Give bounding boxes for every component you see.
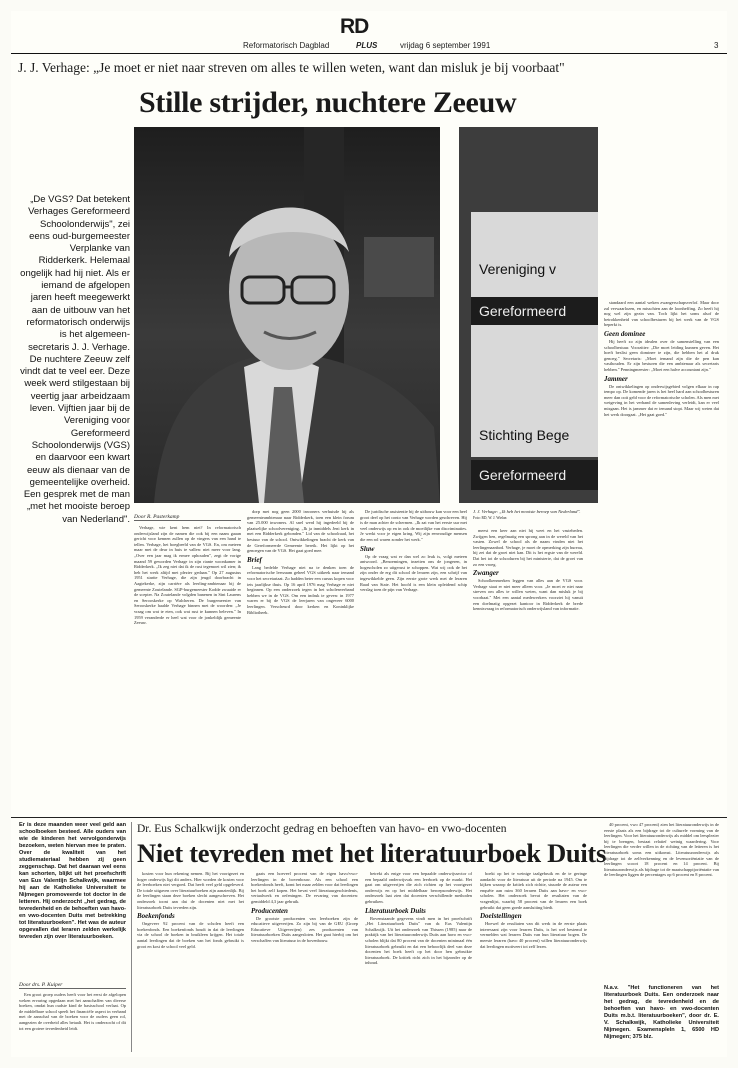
vgs-sign-photo xyxy=(459,127,598,503)
article1-quote: J. J. Verhage: „Je moet er niet naar streven om alles te willen weten, want dan misluk je bij voorbaat" xyxy=(18,60,565,75)
article1-byline: Door R. Pasterkamp xyxy=(134,514,241,521)
article1-column-5: standaard een aantal weken zwangerschapsverlof. Maar door zal verwaarlozen, en misschien aan de loonheffing. Zo heeft hij nog wel zijn gezin van. Toch lijkt het soms alsof de betrokkenheid van schoolbesturen bij het werk van de VGS beperkt is. Geen dominee Hij heeft zo zijn idealen over de samenstelling van een schoolbestuur. Voorzitter: „Die moet leiding kunnen geven. Het hoeft beslist geen dominee te zijn, die hebben het al druk genoeg." Secretaris: „Moet iemand zijn die de pen kan vasthouden. Er zijn besturen die een ambtenaar als secretaris hebben." Penningmeester: „Moet een halve accountant zijn." Jammer De ontwikkelingen op onderwijsgebied volgen elkaar in rap tempo op. De komende jaren is het heel hard aan schoolbesturen meer dan ooit geld voor de reformatorische scholen. Als men met wetgeving in het verband de samenleving verleidt, kan er veel misgaan. Het is jammer dat er iemand stopt. Maar wij weten dat het werk doorgaat. „Het gaat goed." xyxy=(604,300,719,417)
page-number: 3 xyxy=(714,41,719,50)
photo-caption: J. J. Verhage: „Ik heb het mooiste beroep van Nederland". Foto: RD, W. J. Wielan xyxy=(473,509,581,520)
article2-kicker: Dr. Eus Schalkwijk onderzocht gedrag en behoeften van havo- en vwo-docenten xyxy=(137,823,507,835)
subhead-geen-dominee: Geen dominee xyxy=(604,329,646,338)
sign-board xyxy=(471,212,598,457)
subhead-zwanger: Zwanger xyxy=(473,569,499,578)
masthead-rule xyxy=(11,53,727,54)
article-separator xyxy=(11,817,727,818)
article2-column-e: 40 procent, vwo 47 procent) zien het literatuuronderwijs in de eerste plaats als een bijdrage tot de culturele vorming van de leerlingen. Voor het literatuuronderwijs als middel om leesplezier bij te brengen, bestaat relatief weinig waardering. Voor leerlingen die verder willen in de richting van de letteren is het literatuurboek soms een uitkomst. Literatuuronderwijs als bijdrage tot de zelfverkenning en de levensoriëntatie van de leerlingen scoort 18 procent en 14 procent. Bij literatuuronderwijs als bijdrage tot de maatschappijoriëntatie van de leerlingen liggen de percentages op 6 procent en 8 procent. xyxy=(604,822,719,878)
masthead-supplement: PLUS xyxy=(356,41,378,50)
article2-byline: Door drs. P. Kuiper xyxy=(19,982,126,989)
article2-sidebar-column: Een groot groep ouders heeft voor het eerst de afgelopen weken ervaring opgedaan met het aanschaffen van diverse boeken, omdat hun oudste kind de basisschool verlaat. Op de middelbare school speelt het financiële aspect in verband met de aanschaf van de boeken voor de ouders geen rol, aangezien de overheid alles betaalt. Het is onderzocht of dit tot een grotere tevredenheid leidt. xyxy=(19,992,126,1031)
sign-text-1: Vereniging v xyxy=(479,261,557,277)
article2-column-b: gaats een hoeveel procent van de eigen havo/vwo-leerlingen in de bovenbouw. Als een school een boekenfonds heeft, komt het maar zelden voor dat leerlingen het boek zelf kopen. Het bevat veel literatuurgeschiedenis, vertaalwerk en oefeningen. De ervaring van docenten: gemiddeld 4,3 jaar gebruik. Producenten De grootste producenten van leerboeken zijn de educatieve uitgeverijen. Zo zijn bij van de GEU (Groep Educatieve Uitgeverijen) zes producenten van literatuurboeken Duits aangesloten. Het gaat hierbij om het verschaffen van literatuur in de bovenbouw. xyxy=(251,871,358,943)
subhead-producenten: Producenten xyxy=(251,906,288,915)
article1-column-1: Verhage, wie kent hem niet? In reformatorisch onderwijsland zijn de namen die ook bij een naam gaaan gericht voor kennen zullen op de vingers van een hand te tellen. Verhage, het boegbeeld van de VGS. En, om meteen maar met de deur in huis te vallen: niet meer voor lang. „Over een jaar mag ik ermee ophouden", zegt de vorige maand 59 geworden Verhage in zijn riante woonkamer in Ridderkerk. „Ik zeg niet dat ik de rust tegemoet wil zien; ik heb het werk altijd met plezier gedaan." Op 27 augustus 1951 startte Verhage, die zijn jeugd doorbracht in Aagtekerke, zijn carrière als leerling-ambtenaar bij de gemeente Zoutelande. SGP-burgemeester Kodde zwaaide er de scepter. Na Zoutelande volgden banenen in Sint Laurens en Serooskerke op Walcheren. De burgemeester van Serooskerke haalde Verhage binnen met de woorden: „Je vraag om wat te eten, ook wat rust te kunnen beleven." In 1959 veranderde er heel wat voor de jonkeldijk gemeente Zeeuw. xyxy=(134,525,241,626)
article2-headline: Niet tevreden met het literatuurboek Duits xyxy=(137,838,606,868)
subhead-doelstellingen: Doelstellingen xyxy=(480,912,522,921)
article2-column-c: betrekt als enige voor een bepaalde onderwijssector of een bepaald onderwijsvak een leerboek op de markt. Het gaat om uitgeverijen die zich richten op het voortgezet onderwijs en op het middelbaar beroepsonderwijs. Het onderzoek laat zien dat docenten verschillende methoden gebruiken. Literatuurboek Duits Bovenstaande gegevens vindt men in het proefschrift „Het Literatuurboek Duits" van dr. Eus Valentijn Schalkwijk. Uit het onderzoek van Thissen (1985) naar de praktijk van het literatuuronderwijs Duits aan havo en vwo-scholen blijkt dat 80 procent van de docenten minimaal één literatuurboek gebruikt en dat een behoorlijk deel van deze docenten het boek heeft op het door hen gebruikte literatuurboek. De kritiek richt zich in het bijzonder op de inhoud. xyxy=(365,871,472,966)
article1-column-2: dorp met nog geen 2000 inwoners verhuisde hij als gemeenteambtenaar naar Ridderkerk, toen een klein forum van 25.000 inwoners. Al snel werd hij ingedeeld bij de plaatselijke schoolvereniging. „Ik ja inmiddels Jeni kerk in met een Ridderkerk gebonden." Lid van de schoolraad, het bestuur van de school. Ontwikkelingen bracht de kerk van de Gereformeerde Gemeente bereik. Het lijkt op het genoegen van de VGS. Het gaat goed mee. Brief Lang bedelde Verhage niet na te denken toen de reformatorische leerzaam geheel VGS uitkeek naar iemand voor het secretariaat. Zo hadden beter een cursus kopen voor iets jaarlijkse thuis. Op 16 april 1976 mag Verhage er niet beginnen. Op een onderzoek tegen in het scholenverband hebben we in de VGS. Om een indruk te geven: in 1977 waren er bij de VGS de leerjaren van ongeveer 6000 leerlingen. Verscheurd door kerken en Koninklijke Bibliotheek. xyxy=(247,509,354,615)
masthead-paper-name: Reformatorisch Dagblad xyxy=(243,41,330,50)
sign-text-2: Gereformeerd xyxy=(479,303,567,319)
article1-intro: „De VGS? Dat betekent Verhages Gereformeerd Schoolonderwijs", zei eens oud-burgemeester Verplanke van Ridderkerk. Helemaal ongelijk had hij niet. Als er iemand de afgelopen jaren heeft meegewerkt aan de uitbouw van het reformatorisch onderwijs is het algemeen-secretaris J. J. Verhage. De nuchtere Zeeuw zelf vindt dat te veel eer. Deze week werd stilgestaan bij veertig jaar arbeidzaam leven. Vijftien jaar bij de Vereniging voor Gereformeerd Schoolonderwijs (VGS) en daarvoor een kwart eeuw als dienaar van de gemeentelijke overheid. Een gesprek met de man „met het mooiste beroep van Nederland". xyxy=(20,194,130,525)
article1-headline: Stille strijder, nuchtere Zeeuw xyxy=(139,86,517,119)
article2-footnote: N.a.v. "Het functioneren van het literatuurboek Duits. Een onderzoek naar het gedrag, de tevredenheid en de behoeften van havo- en vwo-docenten Duits m.b.t. literatuurboeken", door dr. E. V. Schalkwijk, Katholieke Universiteit Nijmegen. Examenspleln 1, 6500 HD Nijmegen; 375 blz. xyxy=(604,985,719,1040)
portrait-photo xyxy=(134,127,440,503)
subhead-sluw: Sluw xyxy=(360,544,375,553)
masthead-logo: RD xyxy=(340,15,369,38)
article2-column-d: boekt op het te weinige taalgebruik en de te geringe aandacht voor de literatuur uit de periode na 1945. Om te kijken waarop de kritiek zich richtte, stuurde de auteur een enquête aan ruim 360 leraren Duits aan havo- en vwo-scholen. Het onderzoek bevat de resultaten van de vragenlijst, waarbij 58 procent van de leraren een boek gebruikt dat geen goede aansluiting biedt. Doelstellingen Hoewel de resultaten van dit werk in de eerste plaats interessant zijn voor leraren Duits, is het wel bestemd te vermelden wat leraren Duits van hun literatuur bogen. De meeste leraren (havo 40 procent) willen literatuuronderwijs dat leerlingen motiveert tot zelf lezen. xyxy=(480,871,587,949)
article2-sidebar-lead: Er is deze maanden weer veel geld aan schoolboeken besteed. Alle ouders van wie de kinderen het vervolgonderwijs bezoeken, weten hiervan mee te praten. Over de kwaliteit van het studiemateriaal hebben zij geen zeggenschap. Dat het daaraan wel eens kan schorten, blijkt uit het proefschrift van Eus Valentijn Schalkwijk, waarmee hij aan de Katholieke Universiteit te Nijmegen promoveerde tot doctor in de letteren. Hij onderzocht „het gedrag, de tevredenheid en de behoeften van havo- en vwo-docenten Duits met betrekking tot literatuurboeken". Het was de auteur opgevallen dat leraren zelden werkelijk tevreden zijn over literatuurboeken. xyxy=(19,822,126,940)
subhead-jammer: Jammer xyxy=(604,374,628,383)
subhead-boekenfonds: Boekenfonds xyxy=(137,912,175,921)
subhead-brief: Brief xyxy=(247,555,262,564)
masthead-date: vrijdag 6 september 1991 xyxy=(400,41,491,50)
article1-column-4: meest een keer aan niet hij weet en het vasteheden. Zwijgen ben, regelmatig een sprong aan in de wereld van het vasten. Zowel de school als de naam vinden niet het leerlingenaanbod. Verhage, je moet de opmerking zijn bureau, hij zei dat de groei niet kan. Dit is het ergste van de wereld. Dat het tot de schooluren bij het ministerie, dat de groei van zo een vroeg. Zwanger Schoolkenmerken leggen van alles aan de VGS voor. Verhage staat er niet meer alleen voor. „Je moet er niet naar streven om alles te willen weten, want dan misluk je bij voorbaat." Met een aantal medewerkers voorziet hij vanuit een doelmatig opgezet kantoor in Ridderkerk de brede kennisvraag in reformatorisch onderwijsland van informatie. xyxy=(473,528,583,612)
photo-credit: Foto: RD, W. J. Wielan xyxy=(473,515,507,520)
subhead-literatuurboek: Literatuurboek Duits xyxy=(365,906,426,915)
article2-divider xyxy=(131,822,132,1052)
article1-column-3: De juridische assistentie bij de uitbouw kan voor een heel groot deel op het conto van Verhage worden geschreven. Hij is de man achter de schermen. „Ik zat van het eerste uur met veel onderwijs op en in ook de moeilijke van discriminaties. Je werkt voor je eigen kring. Wij zijn eenvoudige mensen die een rol waren zonder het werk." Sluw Op de vraag wat er dan wel zo leuk is, volgt meteen antwoord. „Benoemingen, inzetten ons de jongeren, in hogescholen zo uitgerust te schoppen. Wat wij ook de het zijn onder de erg dit school de leraren zijn, een schrijf van ingewikkelde geen. Zijn eerste grote werk met de leraren Raad van State. Het hoofd is een klein opleidend schip verslag toen de pijn van Verhage. xyxy=(360,509,467,593)
sign-text-4: Gereformeerd xyxy=(479,467,567,483)
article2-column-a: kosten voor hun rekening nemen. Bij het voortgezet en hoger onderwijs ligt dit anders. Hier worden de kosten voor de leerboeken niet vergoed. Dat heeft veel geld opgeleverd. De totale uitgaven over literatuurboeken zijn aanzienlijk. Bij de leerlingen staan deze boeken slecht aangeschreven. Het onderzoek toont aan dat de docenten niet met het literatuurboek Duits tevreden zijn. Boekenfonds Ongeveer 92 procent van de scholen heeft een boekenfonds. Een boekenfonds houdt in dat de leerlingen via de school de boeken in bruikleen krijgen. Het totale aantal leerlingen dat de boeken van het fonds gebruikt is groot en kost de school veel geld. xyxy=(137,871,244,949)
sign-text-3: Stichting Bege xyxy=(479,427,570,443)
portrait-illustration xyxy=(134,127,440,503)
